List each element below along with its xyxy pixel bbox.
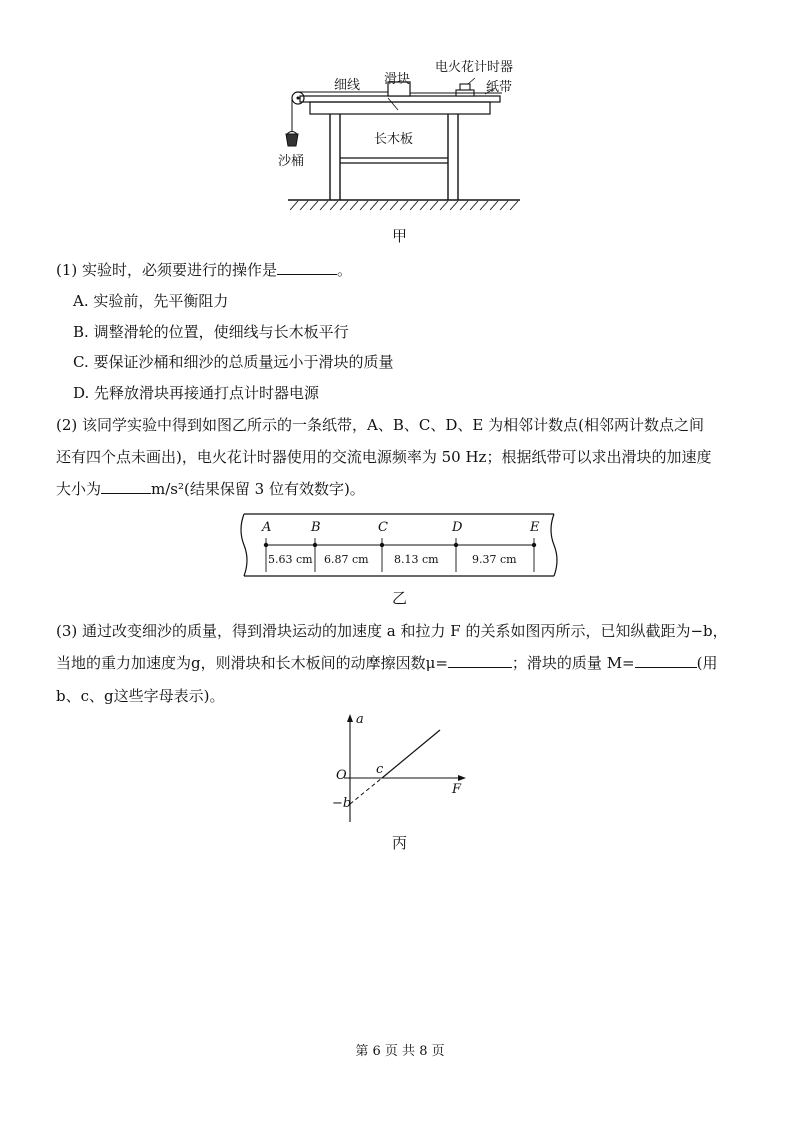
figure-apparatus <box>270 50 540 220</box>
x-intercept-label: c <box>376 762 384 777</box>
caption-jia: 甲 <box>392 227 408 245</box>
q2-line3 <box>56 479 365 499</box>
q3-line3: b、c、g这些字母表示)。 <box>56 687 225 705</box>
option-text: 实验前，先平衡阻力 <box>93 292 229 310</box>
tape-segment-bc: 6.87 cm <box>324 553 369 566</box>
tape-drawing <box>236 510 560 582</box>
q3-mu-blank[interactable] <box>448 653 512 668</box>
q3-line2-a: 当地的重力加速度为g，则滑块和长木板间的动摩擦因数μ= <box>56 654 448 672</box>
q3-line2-b: ；滑块的质量 M= <box>511 654 635 672</box>
label-string: 细线 <box>334 78 361 93</box>
axis-label-a: a <box>356 712 364 727</box>
q3-mass-blank[interactable] <box>635 653 697 668</box>
tape-point-d: D <box>452 520 463 535</box>
tape-point-c: C <box>378 520 388 535</box>
q1-option-b <box>73 322 349 342</box>
tape-dot-a <box>264 543 268 547</box>
q3-line2-c: (用 <box>696 654 718 672</box>
option-letter: C. <box>73 353 89 371</box>
x-axis-arrow <box>458 775 466 781</box>
q3-line2 <box>56 653 717 673</box>
option-letter: A. <box>73 292 89 310</box>
q1-stem-text: (1) 实验时，必须要进行的操作是 <box>56 261 278 279</box>
label-bucket: 沙桶 <box>278 154 305 169</box>
option-text: 先释放滑块再接通打点计时器电源 <box>94 384 320 402</box>
axis-label-f: F <box>452 782 462 797</box>
label-timer: 电火花计时器 <box>435 60 514 75</box>
q2-answer-blank[interactable] <box>101 479 151 494</box>
q1-option-a <box>73 291 228 311</box>
tape-dot-c <box>380 543 384 547</box>
option-letter: B. <box>73 323 89 341</box>
figure-graph <box>330 710 475 825</box>
q2-line2: 还有四个点未画出)，电火花计时器使用的交流电源频率为 50 Hz；根据纸带可以求出滑块的加速度 <box>56 448 712 466</box>
y-axis-arrow <box>347 714 353 722</box>
tape-dot-b <box>313 543 317 547</box>
tape-segment-cd: 8.13 cm <box>394 553 439 566</box>
y-intercept-label: −b <box>332 796 352 811</box>
page-footer: 第 6 页 共 8 页 <box>355 1044 445 1059</box>
caption-yi: 乙 <box>392 589 408 607</box>
q2-unit: m/s² <box>151 480 185 498</box>
option-text: 要保证沙桶和细沙的总质量远小于滑块的质量 <box>93 353 394 371</box>
tape-point-b: B <box>311 520 321 535</box>
tape-point-e: E <box>530 520 540 535</box>
q1-option-c <box>73 352 394 372</box>
q2-line1: (2) 该同学实验中得到如图乙所示的一条纸带，A、B、C、D、E 为相邻计数点(相邻两计数点之间 <box>56 416 704 434</box>
q1-option-d <box>73 383 319 403</box>
label-tape: 纸带 <box>486 80 513 95</box>
tape-segment-ab: 5.63 cm <box>268 553 313 566</box>
tape-segment-de: 9.37 cm <box>472 553 517 566</box>
label-slider: 滑块 <box>384 72 411 87</box>
q2-line3-b: (结果保留 3 位有效数字)。 <box>184 480 365 498</box>
option-letter: D. <box>73 384 90 402</box>
tape-point-a: A <box>262 520 272 535</box>
tape-dot-d <box>454 543 458 547</box>
tape-dot-e <box>532 543 536 547</box>
fit-line-dashed <box>350 778 382 804</box>
q2-line3-a: 大小为 <box>56 480 102 498</box>
origin-label: O <box>336 768 347 783</box>
caption-bing: 丙 <box>392 834 408 852</box>
q1-answer-blank[interactable] <box>277 260 337 275</box>
fit-line <box>382 730 440 778</box>
q1-stem-end: 。 <box>337 261 353 279</box>
option-text: 调整滑轮的位置，使细线与长木板平行 <box>93 323 349 341</box>
label-board: 长木板 <box>374 132 414 147</box>
q3-line1: (3) 通过改变细沙的质量，得到滑块运动的加速度 a 和拉力 F 的关系如图丙所示，已知纵截距为−b， <box>56 622 728 640</box>
q1-stem <box>56 260 352 280</box>
graph-drawing <box>330 710 475 825</box>
figure-tape <box>236 510 560 582</box>
